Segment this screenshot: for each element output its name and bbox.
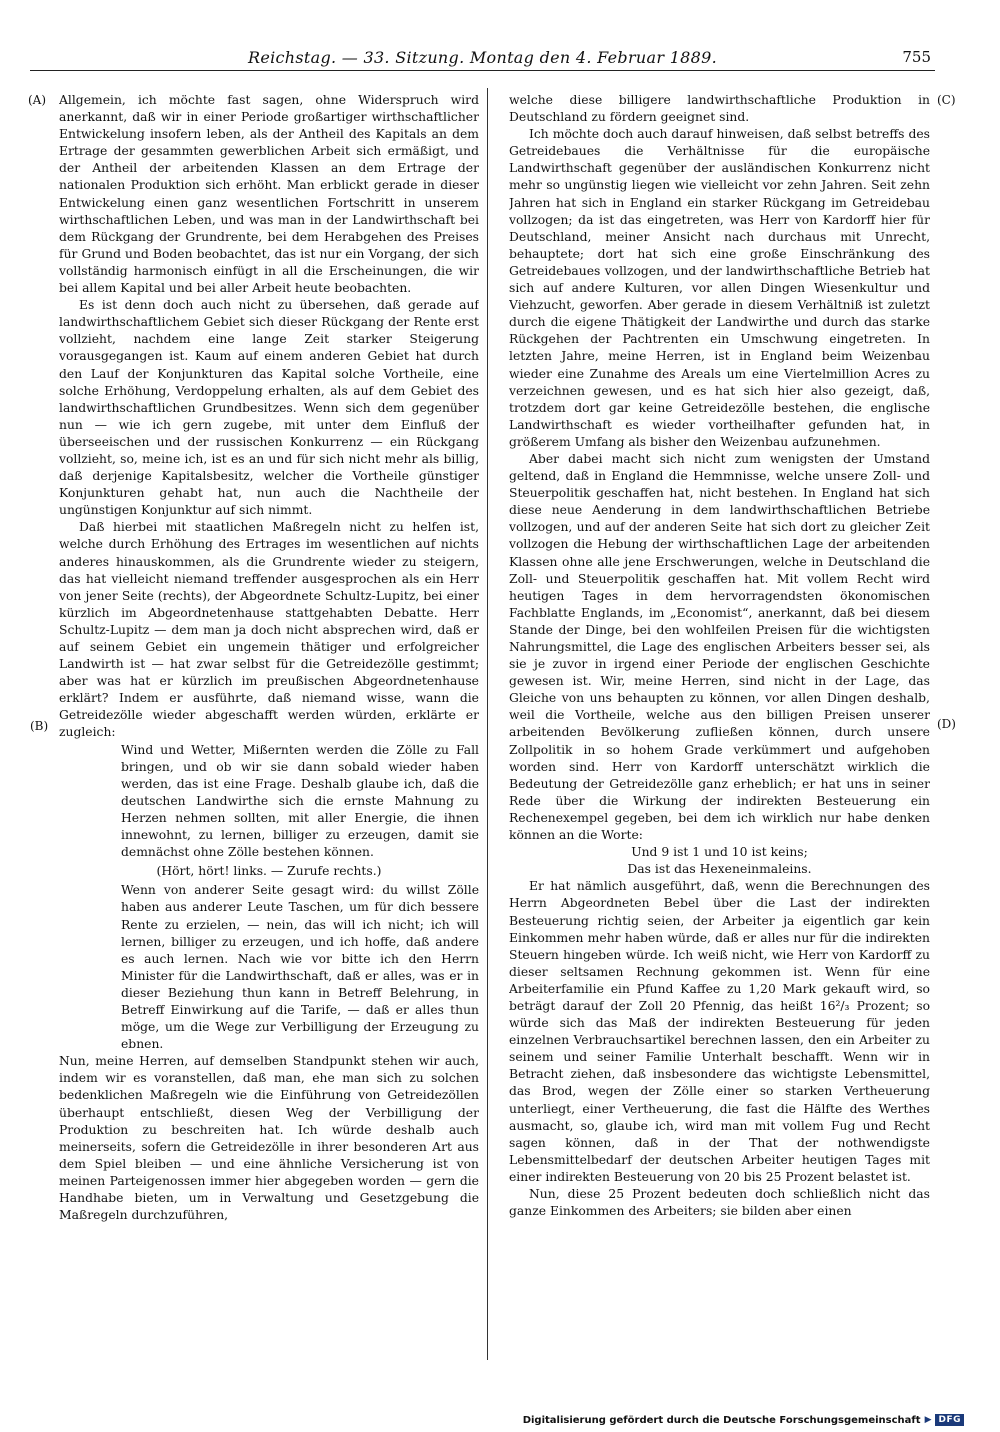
interjection: (Hört, hört! links. — Zurufe rechts.)	[156, 864, 382, 879]
left-column	[59, 92, 479, 1362]
paragraph: Es ist denn doch auch nicht zu übersehen, daß gerade auf landwirthschaftlichem Gebiet sich dieser Rückgang der Rente erst vollzieht, nachdem eine lange Zeit starker Steigerung vorausgegangen ist. Kaum auf einem anderen Gebiet hat durch den Lauf der Konjunkturen das Kapital solche Vortheile, eine solche Erhöhung, Verdoppelung erhalten, als auf dem Gebiet des landwirthschaftlichen Grundbesitzes. Wenn sich dem gegenüber nun — wie ich gern zugebe, mit unter dem Einfluß der überseeischen und der russischen Konkurrenz — ein Rückgang vollzieht, so, meine ich, ist es an und für sich nicht mehr als billig, daß derjenige Kapitalsbesitz, welcher die Vortheile günstiger Konjunkturen gehabt hat, nun auch die Nachtheile der ungünstigen Konjunktur auf sich nimmt.	[59, 298, 479, 518]
paragraph: Allgemein, ich möchte fast sagen, ohne Widerspruch wird anerkannt, daß wir in einer Periode großartiger wirthschaftlicher Entwickelung insofern leben, als der Antheil des Kapitals an dem Ertrage der gesammten gewerblichen Arbeit sich ermäßigt, und der Antheil der arbeitenden Klassen an dem Ertrage der nationalen Produktion sich erhöht. Man erblickt gerade in dieser Entwickelung einen ganz wesentlichen Fortschritt in unserem wirthschaftlichen Leben, und was man in der Landwirthschaft bei dem Rückgang der Grundrente, bei dem Herabgehen des Preises für Grund und Boden beobachtet, das ist nur ein Vorgang, der sich vollständig harmonisch einfügt in all die Erscheinungen, die wir bei allem Kapital und bei aller Arbeit heute beobachten.	[59, 93, 479, 296]
digitization-credit	[523, 1412, 964, 1428]
column-divider	[487, 88, 488, 1360]
arrow-icon: ▶	[924, 1415, 932, 1425]
header-title: Reichstag. — 33. Sitzung. Montag den 4. Februar 1889.	[247, 48, 717, 67]
dfg-logo: DFG	[935, 1414, 964, 1426]
margin-marker-b: (B)	[30, 719, 49, 733]
page-header	[30, 44, 935, 71]
paragraph: Aber dabei macht sich nicht zum wenigsten der Umstand geltend, daß in England die Hemmnisse, welche unsere Zoll- und Steuerpolitik geschaffen hat, nicht bestehen. In England hat sich diese neue Aenderung in dem landwirthschaftlichen Betriebe vollzogen, und auf der anderen Seite hat sich dort zu gleicher Zeit vollzogen die Hebung der wirthschaftlichen Lage der arbeitenden Klassen ohne alle jene Erschwerungen, welche in Deutschland die Zoll- und Steuerpolitik geschaffen hat. Mit vollem Recht wird heutigen Tages in dem hervorragendsten ökonomischen Fachblatte Englands, im „Economist“, anerkannt, daß bei diesem Stande der Dinge, bei den wohlfeilen Preisen für die wichtigsten Nahrungsmittel, die Lage des englischen Arbeiters besser sei, als sie je zuvor in irgend einer Periode der englischen Geschichte gewesen ist. Wir, meine Herren, sind nicht in der Lage, das Gleiche von uns behaupten zu können, vor allen Dingen deshalb, weil die Vortheile, welche aus den billigen Preisen unserer arbeitenden Bevölkerung zufließen können, durch unsere Zollpolitik in so hohem Grade verkümmert und aufgehoben worden sind. Herr von Kardorff unterschätzt wirklich die Bedeutung der Getreidezölle ganz erheblich; er hat uns in seiner Rede über die Wirkung der indirekten Besteuerung ein Rechenexempel gegeben, bei dem ich wirklich nur habe denken können an die Worte:	[509, 451, 930, 843]
margin-marker-a: (A)	[28, 93, 47, 107]
quote-paragraph: Wind und Wetter, Mißernten werden die Zölle zu Fall bringen, und ob wir sie dann sobald wieder haben werden, das ist eine Frage. Deshalb glaube ich, daß die deutschen Landwirthe sich die ernste Mahnung zu Herzen nehmen sollten, mit aller Energie, die ihnen innewohnt, zu lernen, billiger zu erzeugen, damit sie demnächst ohne Zölle bestehen können.	[121, 742, 479, 860]
paragraph: Nun, diese 25 Prozent bedeuten doch schließlich nicht das ganze Einkommen des Arbeiters; sie bilden aber einen	[509, 1187, 930, 1219]
right-column	[509, 92, 930, 1362]
margin-marker-d: (D)	[937, 717, 956, 731]
paragraph: Nun, meine Herren, auf demselben Standpunkt stehen wir auch, indem wir es voranstellen, daß man, ehe man sich zu solchen bedenklichen Maßregeln wie die Einführung von Getreidezöllen überhaupt entschließt, diesen Weg der Verbilligung der Produktion zu beschreiten hat. Ich würde deshalb auch meinerseits, sofern die Getreidezölle in ihrer besonderen Art aus dem Spiel bleiben — und eine ähnliche Versicherung ist von meinen Parteigenossen immer hier abgegeben worden — gern die Handhabe bieten, um in Verwaltung und Gesetzgebung die Maßregeln durchzuführen,	[59, 1054, 479, 1223]
quote-paragraph: Wenn von anderer Seite gesagt wird: du willst Zölle haben aus anderer Leute Taschen, um für dich bessere Rente zu erzielen, — nein, das will ich nicht; ich will lernen, billiger zu erzeugen, und ich hoffe, daß andere es auch lernen. Nach wie vor bitte ich den Herrn Minister für die Landwirthschaft, daß er alles, was er in dieser Beziehung thun kann in Betreff Belehrung, in Betreff Einwirkung auf die Tarife, — daß er alles thun möge, um die Wege zur Verbilligung der Erzeugung zu ebnen.	[121, 883, 479, 1052]
paragraph: Daß hierbei mit staatlichen Maßregeln nicht zu helfen ist, welche durch Erhöhung des Ertrages im wesentlichen auf nichts anderes hinauskommen, als die Grundrente wieder zu steigern, das hat vielleicht niemand treffender ausgesprochen als ein Herr von jener Seite (rechts), der Abgeordnete Schultz-Lupitz, bei einer kürzlich im Abgeordnetenhause stattgehabten Debatte. Herr Schultz-Lupitz — dem man ja doch nicht absprechen wird, daß er auf seinem Gebiet ein ungemein thätiger und erfolgreicher Landwirth ist — hat zwar selbst für die Getreidezölle gestimmt; aber was hat er kürzlich im preußischen Abgeordnetenhause erklärt? Indem er ausführte, daß niemand wisse, wann die Getreidezölle wieder abgeschafft werden würden, erklärte er zugleich:	[59, 520, 479, 740]
verse-line: Und 9 ist 1 und 10 ist keins;	[631, 845, 808, 860]
paragraph: welche diese billigere landwirthschaftliche Produktion in Deutschland zu fördern geeignet sind.	[509, 93, 930, 125]
footer-text: Digitalisierung gefördert durch die Deutsche Forschungsgemeinschaft	[522, 1414, 921, 1426]
verse-line: Das ist das Hexeneinmaleins.	[627, 862, 812, 877]
paragraph: Er hat nämlich ausgeführt, daß, wenn die Berechnungen des Herrn Abgeordneten Bebel über die Last der indirekten Besteuerung richtig seien, der Arbeiter ja eigentlich gar kein Einkommen mehr haben würde, daß er alles nur für die indirekten Steuern hingeben würde. Ich weiß nicht, wie Herr von Kardorff zu dieser seltsamen Rechnung gekommen ist. Wenn für eine Arbeiterfamilie ein Pfund Kaffee zu 1,20 Mark gekauft wird, so beträgt darauf der Zoll 20 Pfennig, das heißt 16²/₃ Prozent; so würde sich das Maß der indirekten Besteuerung für jeden einzelnen Verbrauchsartikel berechnen lassen, den ein Arbeiter zu seinem und seiner Familie Unterhalt beschafft. Wenn wir in Betracht ziehen, daß insbesondere das wichtigste Lebensmittel, das Brod, wegen der Zölle einer so starken Vertheuerung unterliegt, einer Vertheuerung, die fast die Hälfte des Werthes ausmacht, so, glaube ich, wird man mit vollem Fug und Recht sagen können, daß in der That der nothwendigste Lebensmittelbedarf der deutschen Arbeiter heutigen Tages mit einer indirekten Besteuerung von 20 bis 25 Prozent belastet ist.	[509, 879, 930, 1184]
paragraph: Ich möchte doch auch darauf hinweisen, daß selbst betreffs des Getreidebaues die Verhältnisse für die europäische Landwirthschaft gegenüber der ausländischen Konkurrenz nicht mehr so ungünstig liegen wie vielleicht vor zehn Jahren. Seit zehn Jahren hat sich in England ein starker Rückgang im Getreidebau vollzogen; da ist das eingetreten, was Herr von Kardorff hier für Deutschland, meiner Ansicht nach durchaus mit Unrecht, behauptete; dort hat sich eine große Einschränkung des Getreidebaues vollzogen, und der landwirthschaftliche Betrieb hat sich auf andere Kulturen, vor allen Dingen Wiesenkultur und Viehzucht, geworfen. Aber gerade in diesem Verhältniß ist zuletzt durch die eigene Thätigkeit der Landwirthe und durch das starke Rückgehen der Pachtrenten ein Umschwung eingetreten. In letzten Jahre, meine Herren, ist in England beim Weizenbau wieder eine Zunahme des Areals um eine Viertelmillion Acres zu verzeichnen gewesen, und es hat sich hier also gezeigt, daß, trotzdem dort gar keine Getreidezölle bestehen, die englische Landwirthschaft es wieder vortheilhafter gefunden hat, in größerem Umfang als bisher den Weizenbau aufzunehmen.	[509, 127, 930, 449]
page-number: 755	[902, 48, 931, 66]
margin-marker-c: (C)	[937, 93, 956, 107]
